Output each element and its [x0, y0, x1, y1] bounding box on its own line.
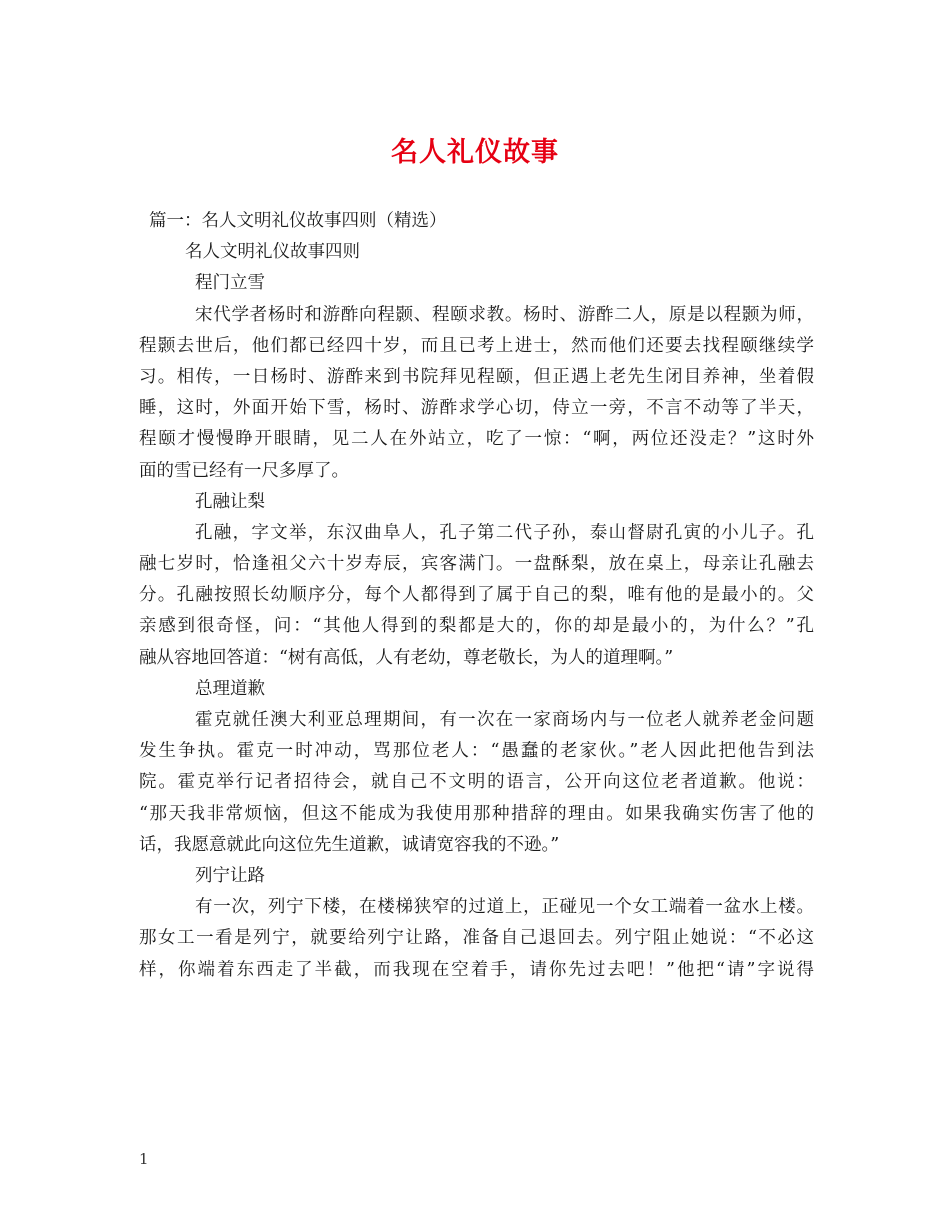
paragraph-line: 孔融，字文举，东汉曲阜人，孔子第二代子孙，泰山督尉孔寅的小儿子。孔 — [195, 522, 814, 543]
paragraph-line: 分。孔融按照长幼顺序分，每个人都得到了属于自己的梨，唯有他的是最小的。父 — [139, 585, 814, 606]
paragraph-line: 习。相传，一日杨时、游酢来到书院拜见程颐，但正遇上老先生闭目养神，坐着假 — [139, 366, 814, 387]
document-body — [139, 206, 814, 986]
paragraph-line: 霍克就任澳大利亚总理期间，有一次在一家商场内与一位老人就养老金问题 — [195, 710, 814, 730]
paragraph-line: 发生争执。霍克一时冲动，骂那位老人：“愚蠢的老家伙。”老人因此把他告到法 — [139, 741, 814, 762]
document-title: 名人礼仪故事 — [391, 137, 559, 168]
paragraph-line: 宋代学者杨时和游酢向程颢、程颐求教。杨时、游酢二人，原是以程颢为师， — [195, 304, 814, 325]
paragraph-line: 程颐才慢慢睁开眼睛，见二人在外站立，吃了一惊：“啊，两位还没走？”这时外 — [139, 429, 814, 450]
paragraph-line: 亲感到很奇怪，问：“其他人得到的梨都是大的，你的却是最小的，为什么？”孔 — [139, 616, 814, 637]
paragraph-line: 睡，这时，外面开始下雪，杨时、游酢求学心切，侍立一旁，不言不动等了半天， — [139, 398, 814, 419]
paragraph-line: “那天我非常烦恼，但这不能成为我使用那种措辞的理由。如果我确实伤害了他的 — [139, 803, 814, 824]
paragraph-line: 样，你端着东西走了半截，而我现在空着手，请你先过去吧！”他把“请”字说得 — [139, 959, 814, 980]
story-title: 列宁让路 — [195, 865, 265, 886]
paragraph-line: 院。霍克举行记者招待会，就自己不文明的语言，公开向这位老者道歉。他说： — [139, 772, 814, 793]
page-number: 1 — [139, 1150, 149, 1168]
story-title: 孔融让梨 — [195, 491, 265, 512]
paragraph-line: 话，我愿意就此向这位先生道歉，诚请宽容我的不逊。” — [139, 834, 560, 855]
subsection-heading: 名人文明礼仪故事四则 — [185, 242, 360, 263]
story-title: 程门立雪 — [195, 273, 265, 294]
paragraph-line: 程颢去世后，他们都已经四十岁，而且已考上进士，然而他们还要去找程颐继续学 — [139, 335, 814, 356]
paragraph-line: 融从容地回答道：“树有高低，人有老幼，尊老敬长，为人的道理啊。” — [139, 647, 674, 668]
paragraph-line: 面的雪已经有一尺多厚了。 — [139, 460, 349, 481]
story-title: 总理道歉 — [195, 678, 265, 699]
paragraph-line: 那女工一看是列宁，就要给列宁让路，准备自己退回去。列宁阻止她说：“不必这 — [139, 928, 814, 949]
section-heading: 篇一：名人文明礼仪故事四则（精选） — [149, 211, 447, 231]
paragraph-line: 有一次，列宁下楼，在楼梯狭窄的过道上，正碰见一个女工端着一盆水上楼。 — [195, 897, 814, 918]
paragraph-line: 融七岁时，恰逢祖父六十岁寿辰，宾客满门。一盘酥梨，放在桌上，母亲让孔融去 — [139, 554, 814, 575]
